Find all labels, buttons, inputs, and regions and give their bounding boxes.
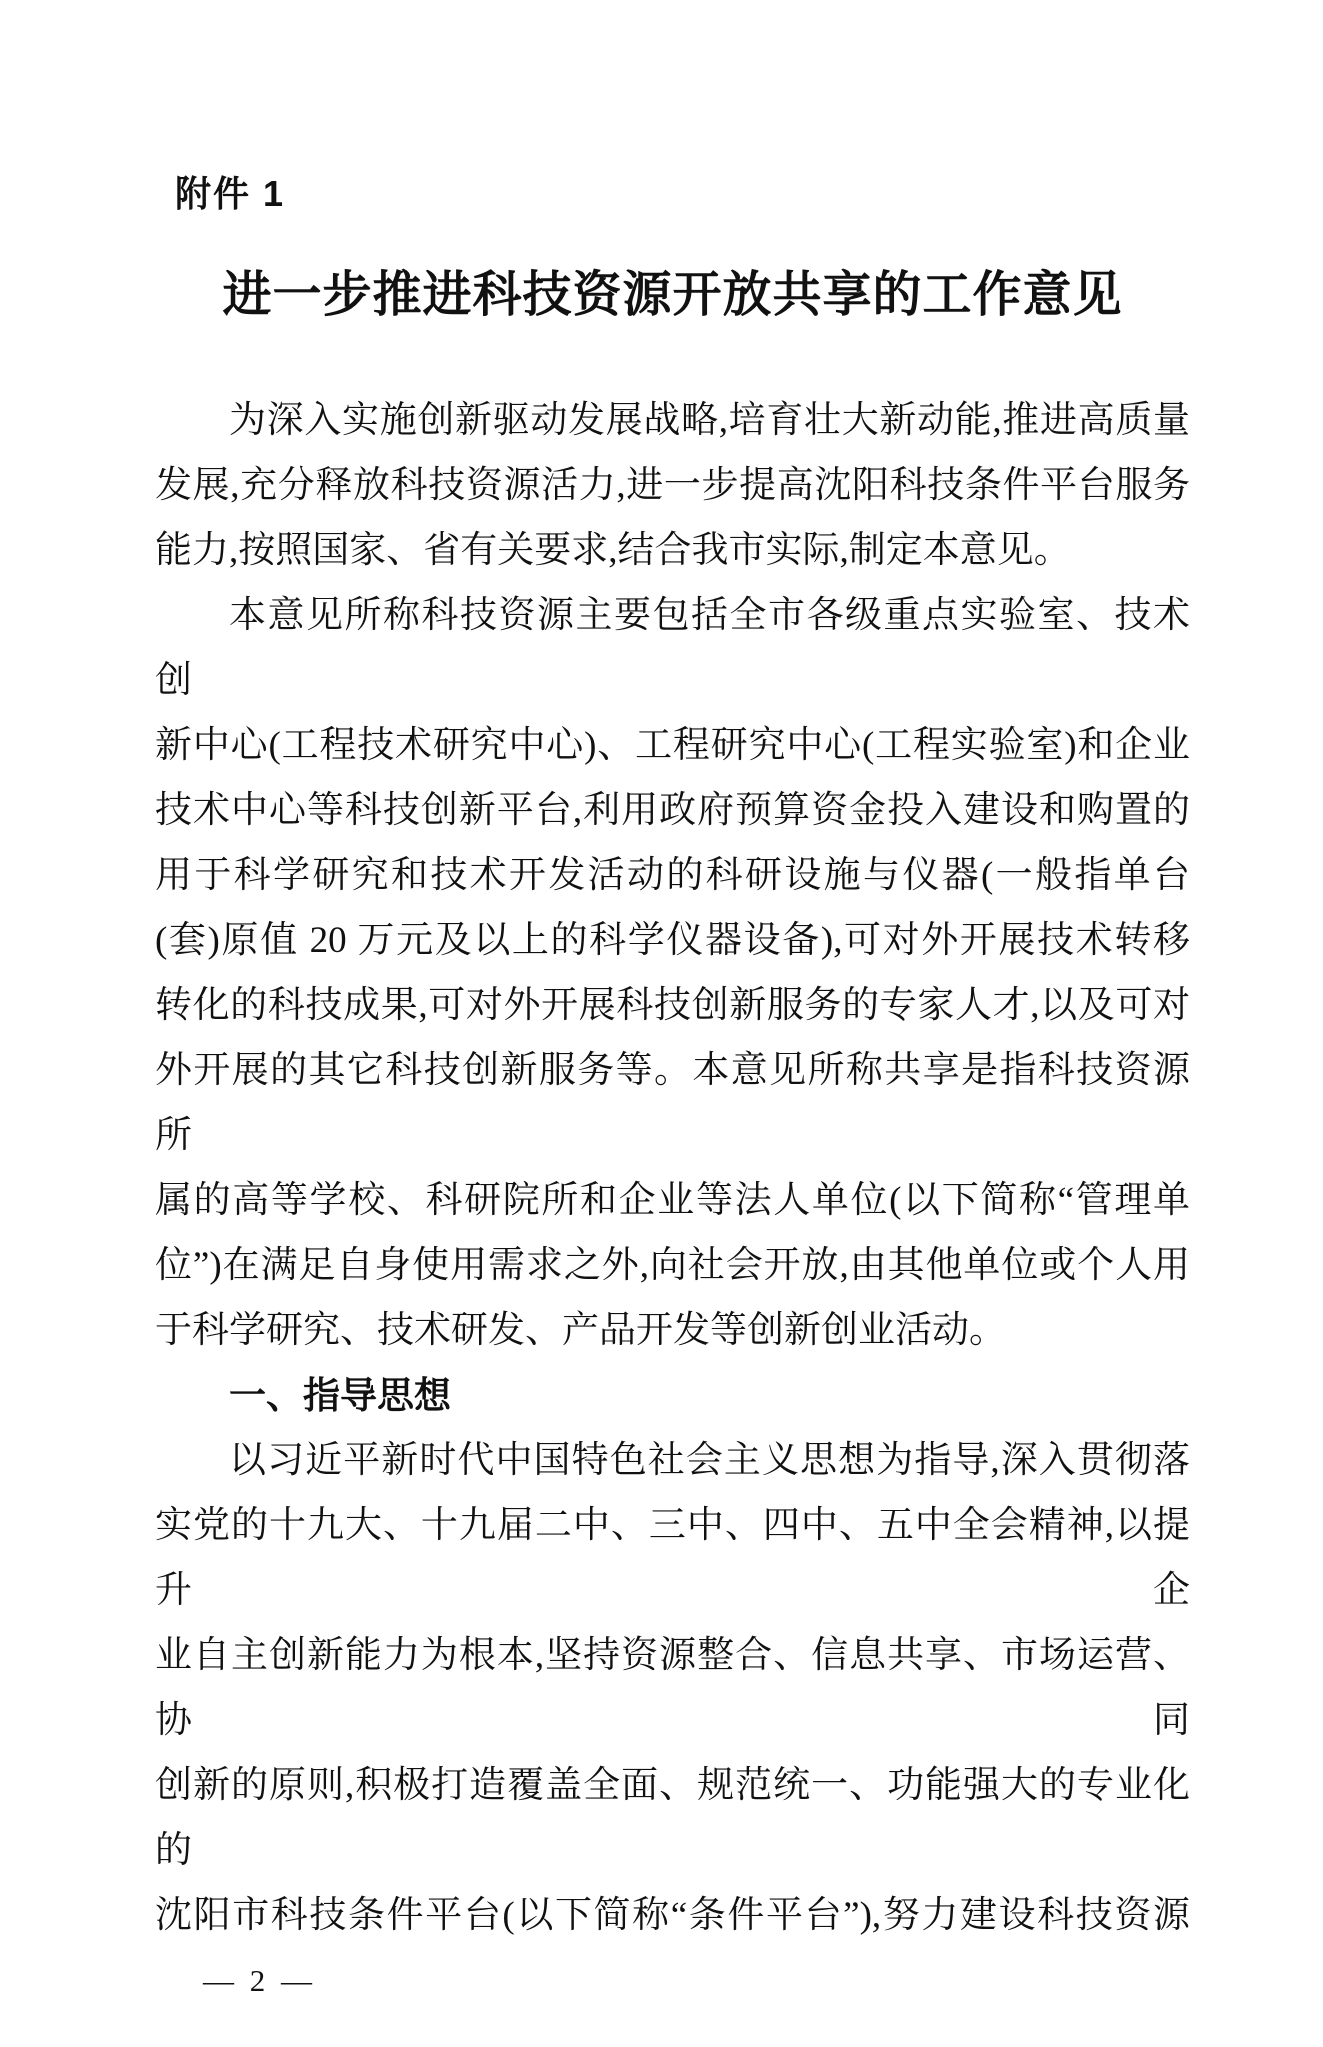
body-line: 本意见所称科技资源主要包括全市各级重点实验室、技术创 — [155, 594, 1190, 701]
body-line: 转化的科技成果,可对外开展科技创新服务的专家人才,以及可对 — [155, 984, 1190, 1026]
body-line: 能力,按照国家、省有关要求,结合我市实际,制定本意见。 — [155, 529, 1071, 571]
page-footer — [155, 1962, 1190, 2000]
body-line: 发展,充分释放科技资源活力,进一步提高沈阳科技条件平台服务 — [155, 464, 1190, 506]
body-line: 属的高等学校、科研院所和企业等法人单位(以下简称“管理单 — [155, 1179, 1190, 1221]
body-line: 为深入实施创新驱动发展战略,培育壮大新动能,推进高质量 — [229, 399, 1190, 441]
body-line: 以习近平新时代中国特色社会主义思想为指导,深入贯彻落 — [229, 1439, 1190, 1481]
document-title: 进一步推进科技资源开放共享的工作意见 — [222, 267, 1123, 322]
section-heading: 一、指导思想 — [229, 1374, 451, 1416]
body-line: 位”)在满足自身使用需求之外,向社会开放,由其他单位或个人用 — [155, 1244, 1190, 1286]
body-line: 于科学研究、技术研发、产品开发等创新创业活动。 — [155, 1309, 1006, 1351]
attachment-label: 附件 1 — [175, 173, 286, 214]
body-line: 业自主创新能力为根本,坚持资源整合、信息共享、市场运营、协同 — [155, 1634, 1190, 1741]
body-line: 实党的十九大、十九届二中、三中、四中、五中全会精神,以提升企 — [155, 1504, 1190, 1611]
document-page — [0, 173, 1323, 2047]
body-line: (套)原值 20 万元及以上的科学仪器设备),可对外开展技术转移 — [155, 919, 1190, 961]
body-line: 用于科学研究和技术开发活动的科研设施与仪器(一般指单台 — [155, 854, 1190, 896]
body-line: 沈阳市科技条件平台(以下简称“条件平台”),努力建设科技资源 — [155, 1894, 1190, 1936]
body-line: 外开展的其它科技创新服务等。本意见所称共享是指科技资源所 — [155, 1049, 1190, 1156]
body-line: 创新的原则,积极打造覆盖全面、规范统一、功能强大的专业化的 — [155, 1764, 1190, 1871]
body-line: 技术中心等科技创新平台,利用政府预算资金投入建设和购置的 — [155, 789, 1190, 831]
document-body — [155, 388, 1190, 1948]
body-line: 新中心(工程技术研究中心)、工程研究中心(工程实验室)和企业 — [155, 724, 1190, 766]
page-number: — 2 — — [203, 1962, 316, 1998]
